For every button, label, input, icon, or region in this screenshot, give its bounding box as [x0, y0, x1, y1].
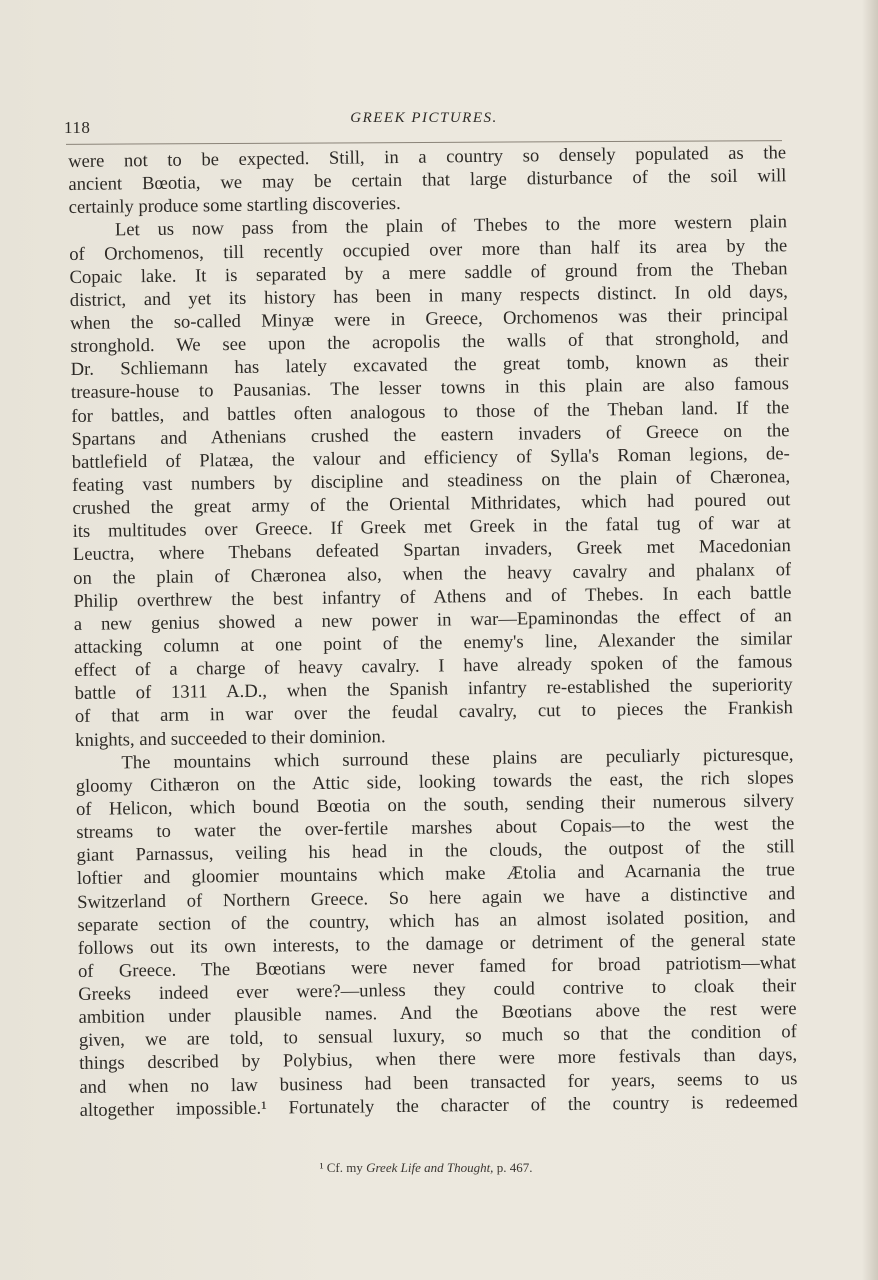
text-line: separate section of the country, which has an almost isolated position, and — [77, 905, 796, 936]
text-line: and when no law business had been transacted for years, seems to us — [79, 1067, 798, 1098]
footnote-prefix: Cf. my — [326, 1160, 363, 1175]
text-line: attacking column at one point of the enemy's line, Alexander the similar — [73, 628, 793, 658]
text-line: feating vast numbers by discipline and steadiness on the plain of Chæronea, — [71, 466, 791, 496]
running-head: GREEK PICTURES. — [350, 110, 498, 126]
text-line: ancient Bœotia, we may be certain that large disturbance of the soil will — [68, 165, 787, 196]
body-text — [68, 141, 798, 1122]
footnote-title: Greek Life and Thought, — [366, 1160, 494, 1175]
text-line: of Orchomenos, till recently occupied over more than half its area by the — [69, 234, 788, 265]
text-line: of Greece. The Bœotians were never famed for broad patriotism—what — [77, 952, 797, 982]
text-line: Let us now pass from the plain of Thebes to the more western plain — [114, 211, 788, 241]
text-line: were not to be expected. Still, in a country so densely populated as the — [68, 142, 787, 172]
text-line: knights, and succeeded to their dominion. — [75, 725, 386, 751]
footnote-suffix: p. 467. — [496, 1160, 533, 1175]
text-line: stronghold. We see upon the acropolis the walls of that stronghold, and — [70, 327, 789, 358]
text-line: things described by Polybius, when there were more festivals than days, — [79, 1044, 798, 1075]
text-line: altogether impossible.¹ Fortunately the character of the country is redeemed — [79, 1090, 798, 1121]
text-line: given, we are told, to sensual luxury, so much so that the condition of — [78, 1021, 797, 1052]
footnote — [66, 1160, 786, 1176]
text-line: its multitudes over Greece. If Greek met Greek in the fatal tug of war at — [72, 512, 791, 543]
text-line: Switzerland of Northern Greece. So here again we have a distinctive and — [77, 882, 796, 913]
text-line: The mountains which surround these plains are peculiarly picturesque, — [121, 743, 794, 774]
text-line: crushed the great army of the Oriental Mithridates, which had poured out — [72, 489, 791, 520]
text-line: certainly produce some startling discoveries. — [68, 193, 401, 219]
text-line: streams to water the over-fertile marshes about Copais—to the west the — [76, 813, 795, 844]
text-line: gloomy Cithæron on the Attic side, looking towards the east, the rich slopes — [75, 766, 794, 797]
text-line: follows out its own interests, to the damage or detriment of the general state — [77, 928, 796, 959]
text-line: of Helicon, which bound Bœotia on the south, sending their numerous silvery — [75, 790, 795, 820]
text-line: Philip overthrew the best infantry of Athens and of Thebes. In each battle — [73, 581, 792, 612]
text-line: effect of a charge of heavy cavalry. I have already spoken of the famous — [74, 651, 793, 682]
text-line: Dr. Schliemann has lately excavated the great tomb, known as their — [70, 350, 789, 381]
text-line: Leuctra, where Thebans defeated Spartan invaders, Greek met Macedonian — [72, 535, 792, 566]
text-line: of that arm in war over the feudal cavalry, cut to pieces the Frankish — [74, 697, 794, 728]
page-header — [64, 108, 784, 138]
text-line: giant Parnassus, veiling his head in the clouds, the outpost of the still — [76, 836, 795, 867]
text-line: treasure-house to Pausanias. The lesser towns in this plain are also famous — [70, 373, 790, 404]
text-line: district, and yet its history has been in many respects distinct. In old days, — [69, 281, 788, 311]
text-line: when the so-called Minyæ were in Greece, Orchomenos was their principal — [69, 304, 789, 334]
text-line: loftier and gloomier mountains which make Ætolia and Acarnania the true — [76, 859, 795, 890]
text-line: battlefield of Platæa, the valour and efficiency of Sylla's Roman legions, de- — [71, 443, 790, 473]
text-line: on the plain of Chæronea also, when the heavy cavalry and phalanx of — [73, 558, 792, 589]
text-line: Spartans and Athenians crushed the eastern invaders of Greece on the — [71, 419, 790, 450]
footnote-marker: ¹ — [319, 1160, 324, 1175]
page-number: 118 — [64, 118, 91, 137]
text-line: battle of 1311 A.D., when the Spanish infantry re-established the superiority — [74, 674, 793, 705]
text-line: ambition under plausible names. And the Bœotians above the rest were — [78, 998, 797, 1029]
text-line: Copaic lake. It is separated by a mere saddle of ground from the Theban — [69, 257, 788, 288]
page-edge-shadow — [862, 0, 878, 1280]
text-line: Greeks indeed ever were?—unless they could contrive to cloak their — [78, 975, 797, 1005]
text-line: for battles, and battles often analogous to those of the Theban land. If the — [71, 396, 790, 427]
text-line: a new genius showed a new power in war—Epaminondas the effect of an — [73, 605, 792, 635]
